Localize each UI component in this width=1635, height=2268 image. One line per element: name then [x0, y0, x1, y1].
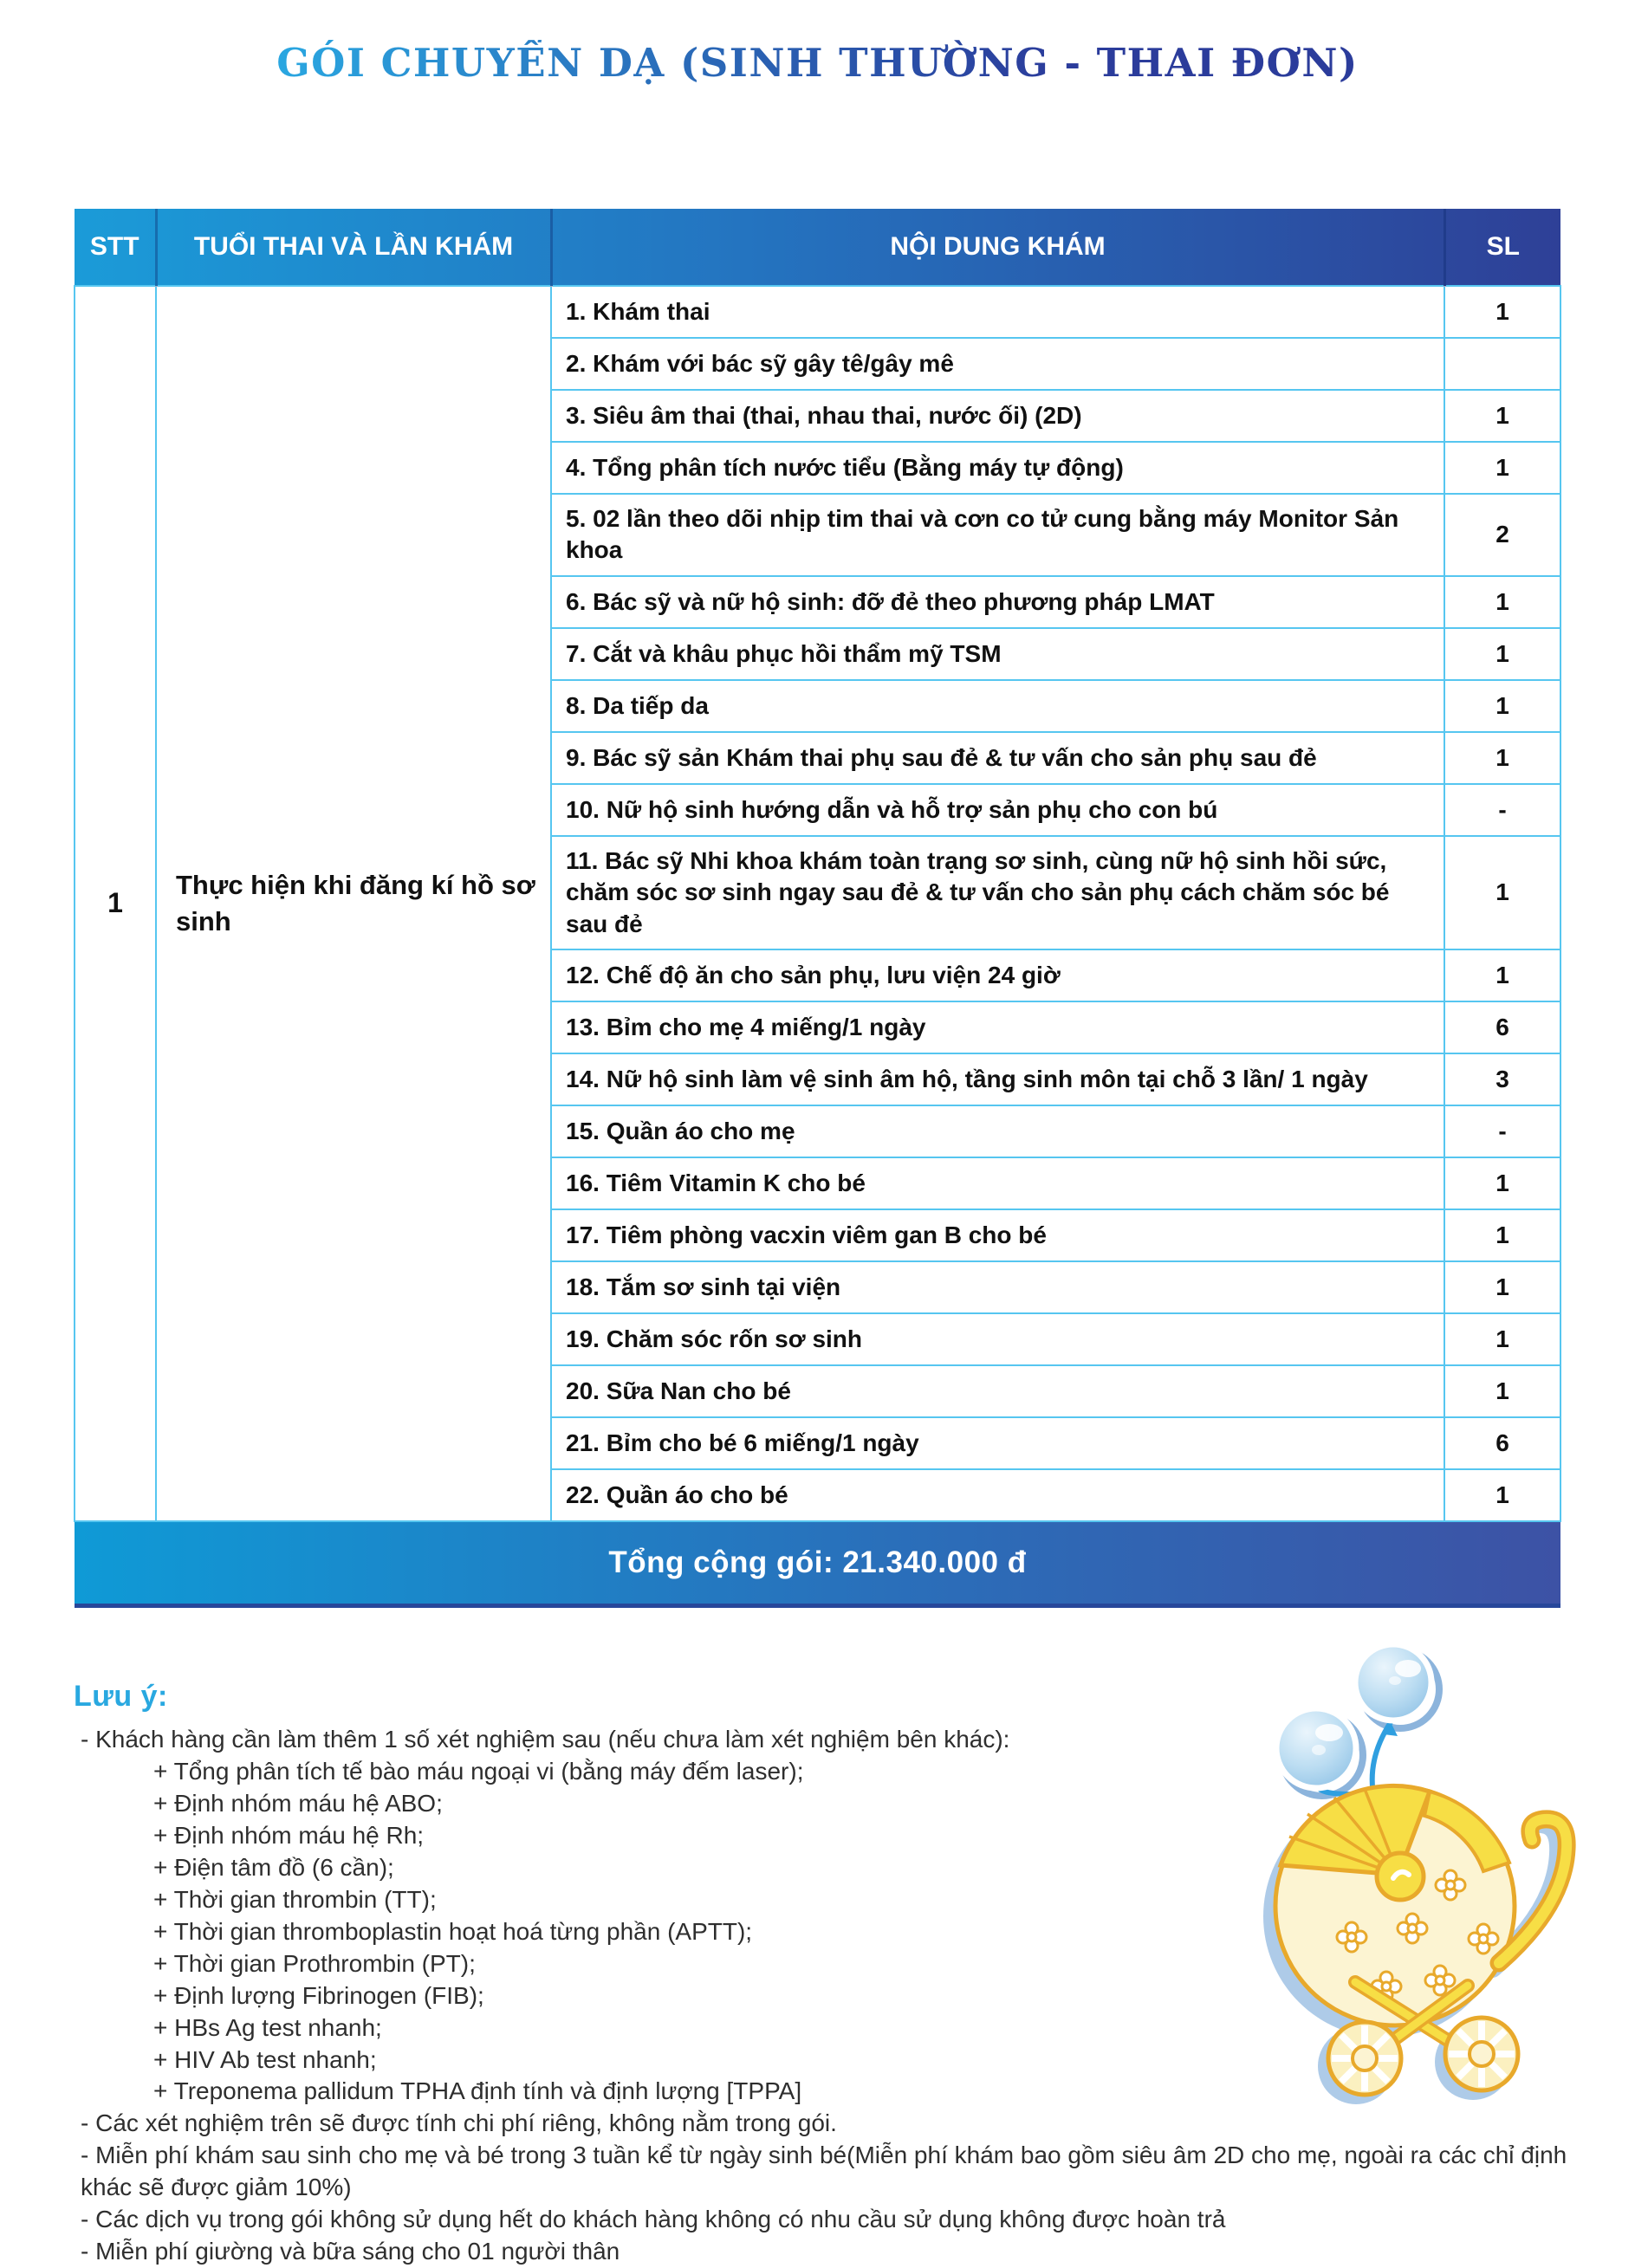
note-line: + Treponema pallidum TPHA định tính và định lượng [TPPA] — [153, 2077, 802, 2105]
item-qty: 1 — [1444, 390, 1560, 442]
note-line: - Miễn phí khám sau sinh cho mẹ và bé trong 3 tuần kể từ ngày sinh bé(Miễn phí khám bao gồm siêu âm 2D cho mẹ, ngoài ra các chỉ định khác sẽ được giảm 10%) — [81, 2142, 1567, 2201]
item-label: 20. Sữa Nan cho bé — [551, 1365, 1444, 1417]
pram — [1275, 1785, 1567, 2095]
note-line: + Tổng phân tích tế bào máu ngoại vi (bằng máy đếm laser); — [153, 1757, 804, 1785]
group-phase-label: Thực hiện khi đăng kí hồ sơ sinh — [156, 286, 551, 1521]
item-qty: 1 — [1444, 286, 1560, 338]
page-title — [0, 40, 1635, 86]
table-row — [75, 286, 1560, 338]
item-label: 4. Tổng phân tích nước tiểu (Bằng máy tự động) — [551, 442, 1444, 494]
item-label: 11. Bác sỹ Nhi khoa khám toàn trạng sơ sinh, cùng nữ hộ sinh hồi sức, chăm sóc sơ sinh ngay sau đẻ & tư vấn cho sản phụ cách chăm sóc bé sau đẻ — [551, 836, 1444, 949]
note-line: - Khách hàng cần làm thêm 1 số xét nghiệm sau (nếu chưa làm xét nghiệm bên khác): — [81, 1726, 1010, 1753]
item-qty: 1 — [1444, 732, 1560, 784]
item-label: 16. Tiêm Vitamin K cho bé — [551, 1157, 1444, 1209]
item-qty: - — [1444, 1105, 1560, 1157]
item-qty: 1 — [1444, 1157, 1560, 1209]
item-label: 15. Quần áo cho mẹ — [551, 1105, 1444, 1157]
wheel — [1328, 2022, 1401, 2095]
item-label: 22. Quần áo cho bé — [551, 1469, 1444, 1521]
item-label: 8. Da tiếp da — [551, 680, 1444, 732]
note-line: + HIV Ab test nhanh; — [153, 2045, 377, 2073]
package-total: Tổng cộng gói: 21.340.000 đ — [75, 1521, 1560, 1606]
note-line: + Thời gian thrombin (TT); — [153, 1885, 437, 1913]
note-line: + Thời gian thromboplastin hoạt hoá từng phần (APTT); — [153, 1917, 753, 1945]
item-label: 7. Cắt và khâu phục hồi thẩm mỹ TSM — [551, 628, 1444, 680]
note-line: + Thời gian Prothrombin (PT); — [153, 1949, 476, 1977]
item-qty: 1 — [1444, 836, 1560, 949]
item-label: 6. Bác sỹ và nữ hộ sinh: đỡ đẻ theo phương pháp LMAT — [551, 576, 1444, 628]
table-header — [75, 209, 1560, 286]
item-label: 19. Chăm sóc rốn sơ sinh — [551, 1313, 1444, 1365]
wheel — [1445, 2018, 1518, 2090]
col-header-content: NỘI DUNG KHÁM — [551, 209, 1444, 286]
item-qty: 2 — [1444, 494, 1560, 576]
note-line: - Các xét nghiệm trên sẽ được tính chi phí riêng, không nằm trong gói. — [81, 2109, 837, 2137]
document-page — [0, 40, 1635, 2265]
note-line: + Định nhóm máu hệ ABO; — [153, 1789, 443, 1817]
col-header-phase: TUỔI THAI VÀ LẦN KHÁM — [156, 209, 551, 286]
col-header-stt: STT — [89, 232, 139, 261]
item-label: 9. Bác sỹ sản Khám thai phụ sau đẻ & tư vấn cho sản phụ sau đẻ — [551, 732, 1444, 784]
item-qty: 1 — [1444, 576, 1560, 628]
item-label: 14. Nữ hộ sinh làm vệ sinh âm hộ, tầng sinh môn tại chỗ 3 lần/ 1 ngày — [551, 1053, 1444, 1105]
item-qty: 1 — [1444, 1313, 1560, 1365]
balloons — [1276, 1644, 1431, 1788]
item-label: 13. Bỉm cho mẹ 4 miếng/1 ngày — [551, 1001, 1444, 1053]
item-label: 3. Siêu âm thai (thai, nhau thai, nước ối) (2D) — [551, 390, 1444, 442]
note-line: + HBs Ag test nhanh; — [153, 2013, 382, 2041]
notes-heading: Lưu ý: — [74, 1680, 168, 1713]
baby-stroller-illustration — [1223, 1618, 1631, 2112]
item-qty: 3 — [1444, 1053, 1560, 1105]
group-index: 1 — [75, 286, 156, 1521]
item-label: 2. Khám với bác sỹ gây tê/gây mê — [551, 338, 1444, 390]
note-line: - Các dịch vụ trong gói không sử dụng hết do khách hàng không có nhu cầu sử dụng không được hoàn trả — [81, 2206, 1226, 2233]
package-table — [74, 209, 1561, 1608]
item-label: 5. 02 lần theo dõi nhịp tim thai và cơn co tử cung bằng máy Monitor Sản khoa — [551, 494, 1444, 576]
item-qty: 1 — [1444, 628, 1560, 680]
note-line: + Định lượng Fibrinogen (FIB); — [153, 1981, 484, 2009]
item-label: 18. Tắm sơ sinh tại viện — [551, 1261, 1444, 1313]
item-label: 1. Khám thai — [551, 286, 1444, 338]
item-qty: 1 — [1444, 1209, 1560, 1261]
item-qty: 6 — [1444, 1001, 1560, 1053]
item-qty: 1 — [1444, 949, 1560, 1001]
item-label: 10. Nữ hộ sinh hướng dẫn và hỗ trợ sản phụ cho con bú — [551, 784, 1444, 836]
item-qty: 1 — [1444, 442, 1560, 494]
col-header-qty: SL — [1444, 209, 1560, 286]
note-line: + Điện tâm đồ (6 cần); — [153, 1853, 394, 1881]
item-qty: 1 — [1444, 680, 1560, 732]
item-label: 17. Tiêm phòng vacxin viêm gan B cho bé — [551, 1209, 1444, 1261]
item-qty: 1 — [1444, 1261, 1560, 1313]
total-row — [75, 1521, 1560, 1606]
note-line: + Định nhóm máu hệ Rh; — [153, 1821, 425, 1849]
item-qty: - — [1444, 784, 1560, 836]
page-title-text: GÓI CHUYỂN DẠ (SINH THƯỜNG - THAI ĐƠN) — [276, 40, 1359, 86]
item-qty — [1444, 338, 1560, 390]
item-label: 12. Chế độ ăn cho sản phụ, lưu viện 24 giờ — [551, 949, 1444, 1001]
item-qty: 1 — [1444, 1469, 1560, 1521]
note-line: - Miễn phí giường và bữa sáng cho 01 người thân — [81, 2238, 620, 2265]
item-qty: 6 — [1444, 1417, 1560, 1469]
item-qty: 1 — [1444, 1365, 1560, 1417]
item-label: 21. Bỉm cho bé 6 miếng/1 ngày — [551, 1417, 1444, 1469]
